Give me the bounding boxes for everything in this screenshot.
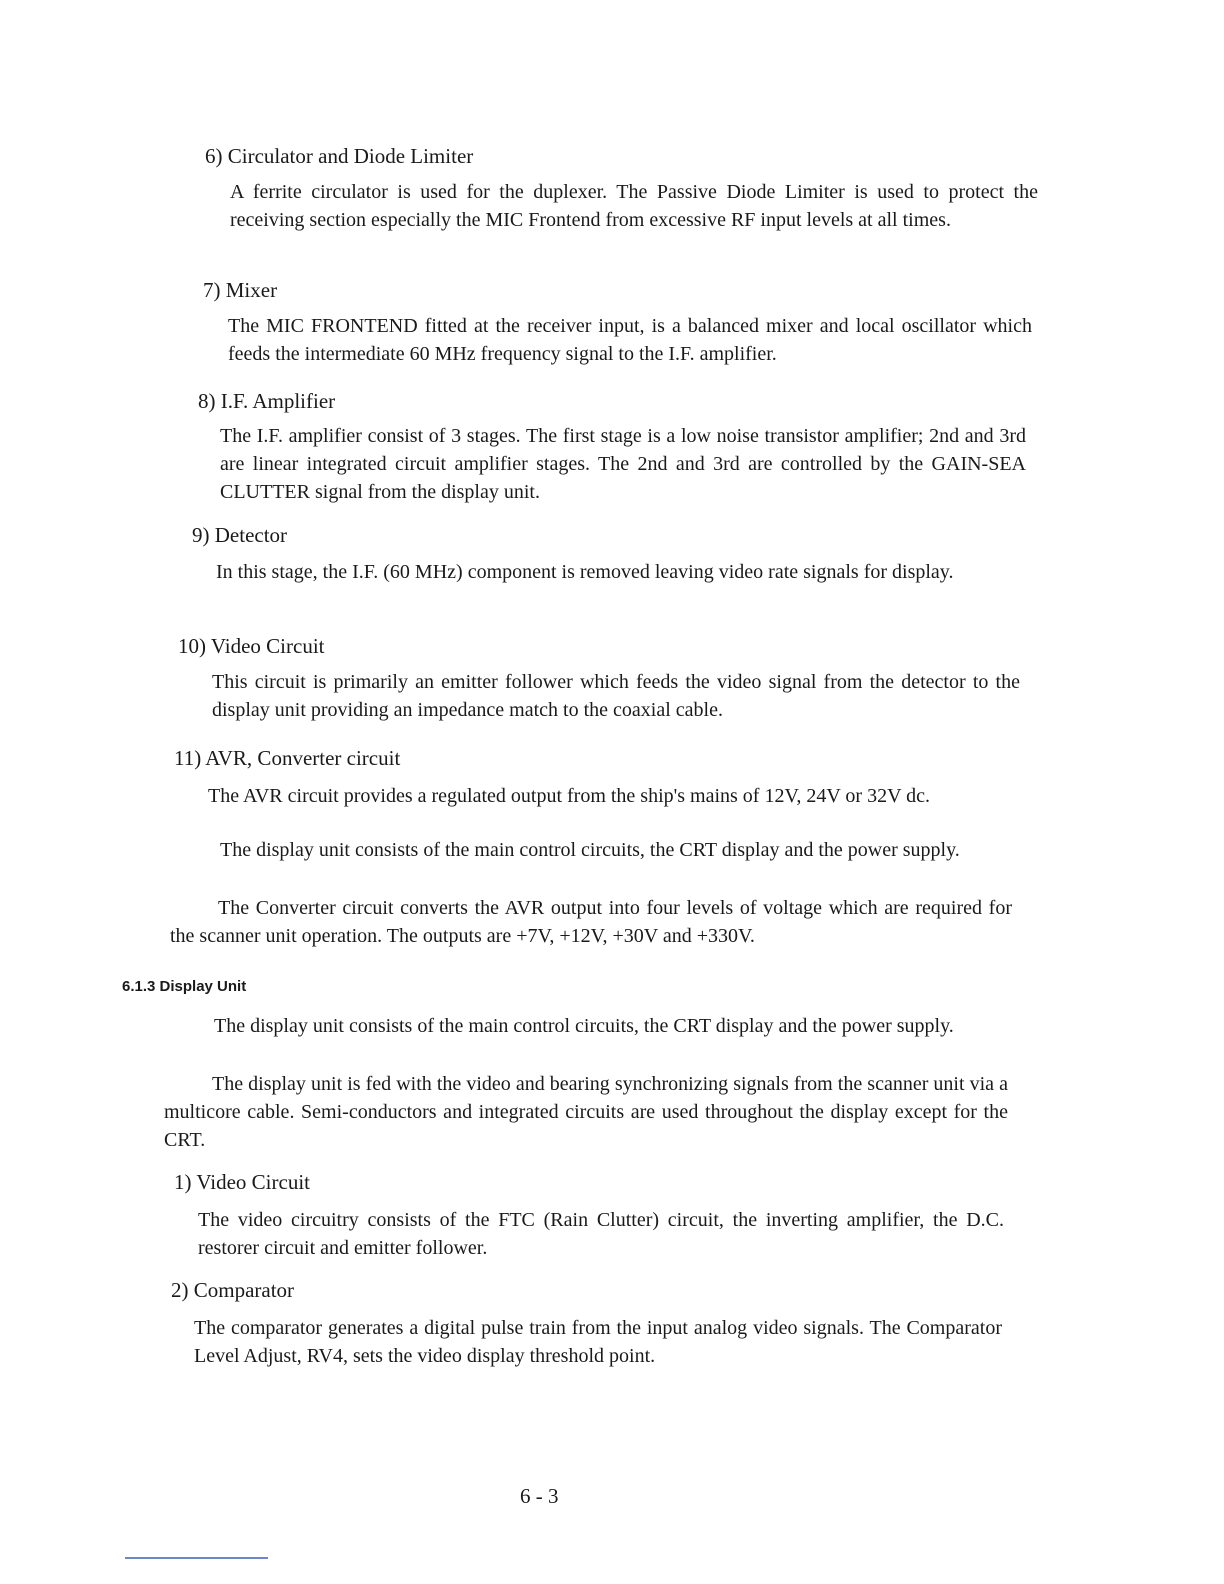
item-paragraph-detector: In this stage, the I.F. (60 MHz) component is removed leaving video rate signals for display. xyxy=(216,561,954,583)
item-heading-mixer: 7) Mixer xyxy=(203,278,278,302)
page-number: 6 - 3 xyxy=(520,1484,559,1508)
item-paragraph-circulator: A ferrite circulator is used for the duplexer. The Passive Diode Limiter is used to protect the receiving section especially the MIC Frontend from excessive RF input levels at all times. xyxy=(230,181,1038,231)
item-paragraph-avr-1: The AVR circuit provides a regulated output from the ship's mains of 12V, 24V or 32V dc. xyxy=(208,785,931,807)
item-heading-avr-converter: 11) AVR, Converter circuit xyxy=(174,746,401,770)
item-paragraph-avr-2: The display unit consists of the main control circuits, the CRT display and the power supply. xyxy=(220,839,960,861)
section-item-heading-comparator: 2) Comparator xyxy=(171,1278,295,1302)
section-title: 6.1.3 Display Unit xyxy=(122,978,247,995)
section-item-paragraph-video-circuit: The video circuitry consists of the FTC (Rain Clutter) circuit, the inverting amplifier, the D.C. restorer circuit and emitter follower. xyxy=(198,1209,1004,1259)
item-heading-video-circuit: 10) Video Circuit xyxy=(178,634,325,658)
item-heading-circulator: 6) Circulator and Diode Limiter xyxy=(205,144,474,168)
footer-rule xyxy=(125,1557,268,1559)
item-heading-detector: 9) Detector xyxy=(192,523,288,547)
item-heading-if-amplifier: 8) I.F. Amplifier xyxy=(198,389,336,413)
section-paragraph-1: The display unit consists of the main control circuits, the CRT display and the power supply. xyxy=(214,1015,954,1037)
item-paragraph-video-circuit: This circuit is primarily an emitter follower which feeds the video signal from the detector to the display unit providing an impedance match to the coaxial cable. xyxy=(212,671,1020,721)
section-item-heading-video-circuit: 1) Video Circuit xyxy=(174,1170,310,1194)
item-paragraph-avr-3: The Converter circuit converts the AVR output into four levels of voltage which are required for the scanner unit operation. The outputs are +7V, +12V, +30V and +330V. xyxy=(170,897,1012,947)
section-item-paragraph-comparator: The comparator generates a digital pulse train from the input analog video signals. The Comparator Level Adjust, RV4, sets the video display threshold point. xyxy=(194,1317,1002,1367)
section-paragraph-2: The display unit is fed with the video and bearing synchronizing signals from the scanner unit via a multicore cable. Semi-conductors and integrated circuits are used throughout the display except for the CRT. xyxy=(164,1073,1008,1151)
item-paragraph-if-amplifier: The I.F. amplifier consist of 3 stages. The first stage is a low noise transistor amplifier; 2nd and 3rd are linear integrated circuit amplifier stages. The 2nd and 3rd are controlled by the GAIN-SEA CLUTTER signal from the display unit. xyxy=(220,425,1026,503)
item-paragraph-mixer: The MIC FRONTEND fitted at the receiver input, is a balanced mixer and local oscillator which feeds the intermediate 60 MHz frequency signal to the I.F. amplifier. xyxy=(228,315,1032,365)
